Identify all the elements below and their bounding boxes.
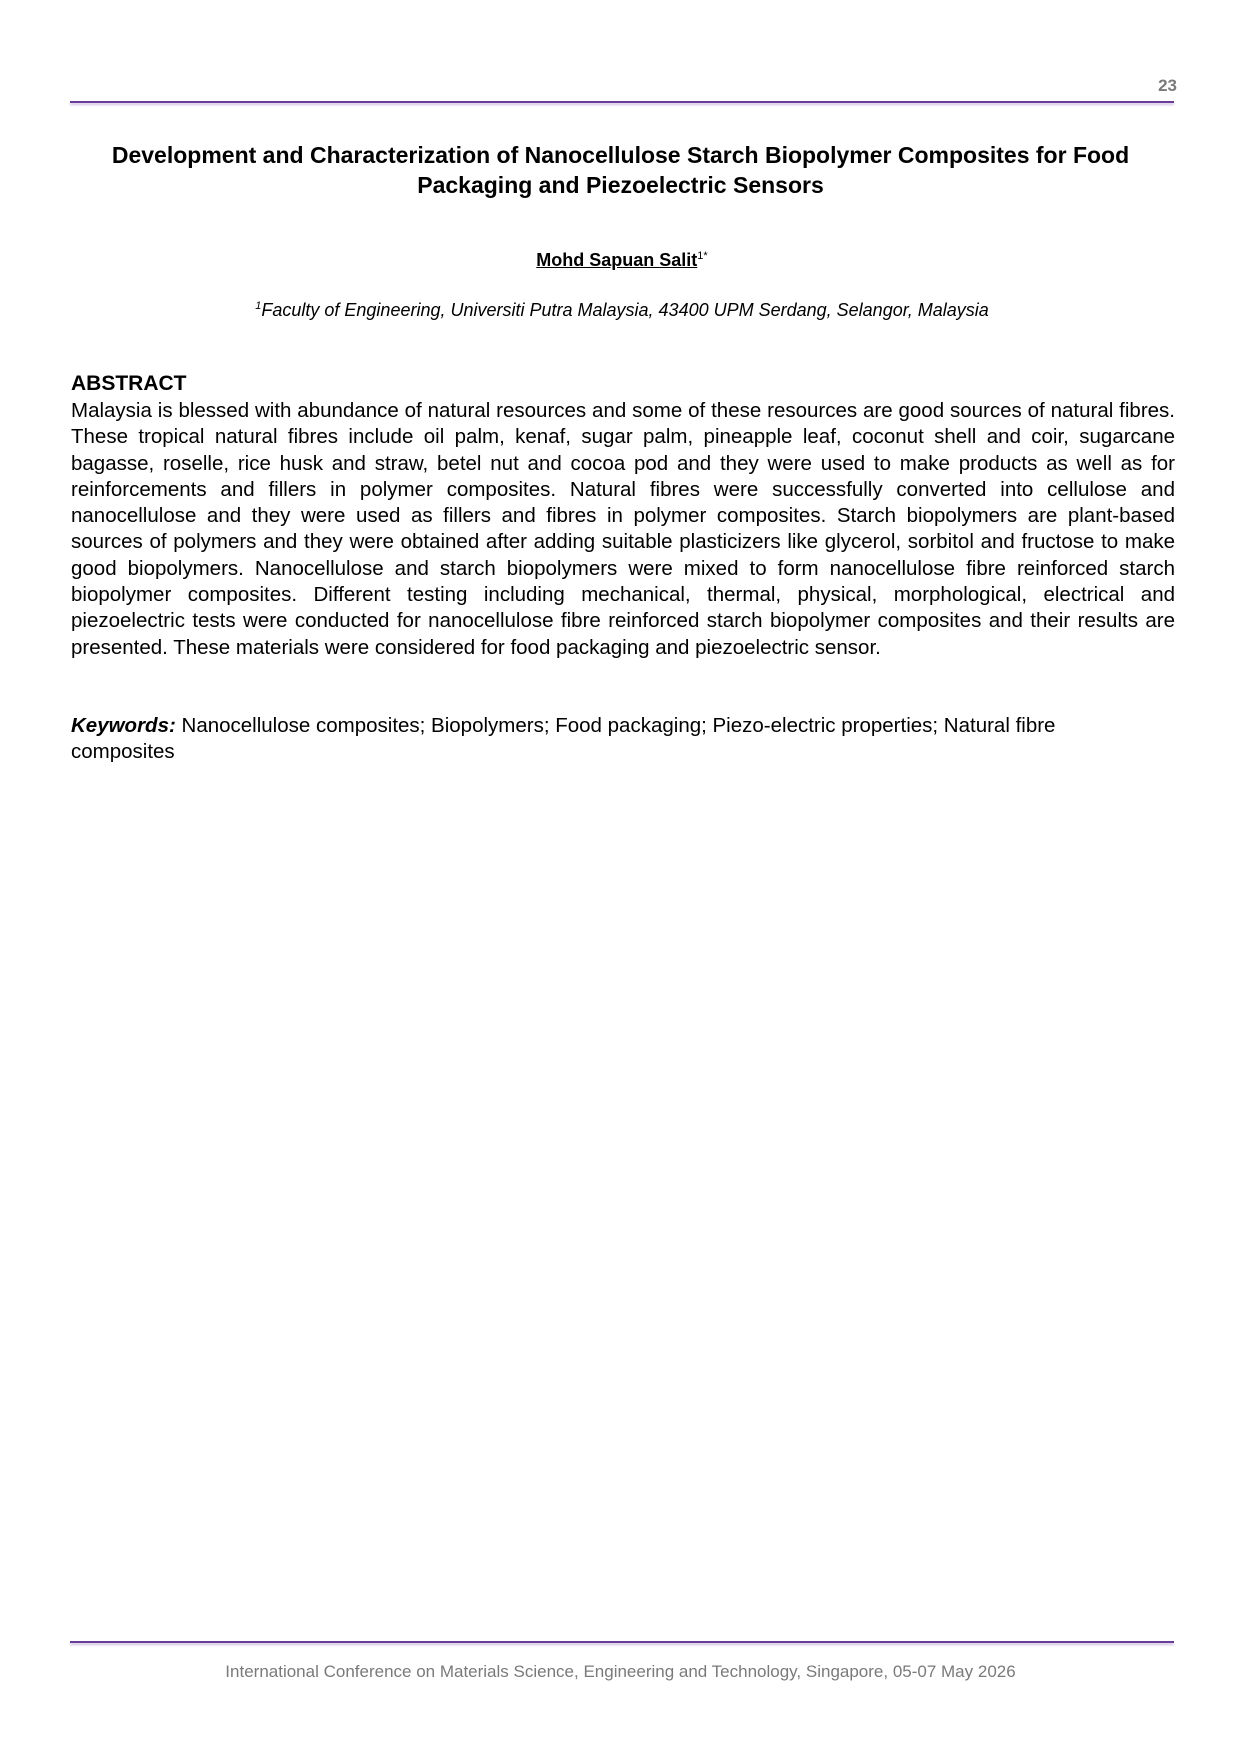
footer-text: International Conference on Materials Science, Engineering and Technology, Singapore, 05-07 May 2026 xyxy=(225,1662,1016,1681)
abstract-body: Malaysia is blessed with abundance of natural resources and some of these resources are good sources of natural fibres. These tropical natural fibres include oil palm, kenaf, sugar palm, pineapple leaf, coconut shell and coir, sugarcane bagasse, roselle, rice husk and straw, betel nut and cocoa pod and they were used to make products as well as for reinforcements and fillers in polymer composites. Natural fibres were successfully converted into cellulose and nanocellulose and they were used as fillers and fibres in polymer composites. Starch biopolymers are plant-based sources of polymers and they were obtained after adding suitable plasticizers like glycerol, sorbitol and fructose to make good biopolymers. Nanocellulose and starch biopolymers were mixed to form nanocellulose fibre reinforced starch biopolymer composites. Different testing including mechanical, thermal, physical, morphological, electrical and piezoelectric tests were conducted for nanocellulose fibre reinforced starch biopolymer composites and their results are presented. These materials were considered for food packaging and piezoelectric sensor. xyxy=(71,399,1175,659)
page-number: 23 xyxy=(1158,76,1177,95)
header-divider xyxy=(70,101,1174,103)
affiliation-line xyxy=(70,300,1174,321)
author-superscript: 1* xyxy=(697,250,708,262)
author-line xyxy=(70,250,1174,271)
author-name: Mohd Sapuan Salit xyxy=(536,250,698,270)
keywords-label: Keywords: xyxy=(71,714,176,737)
keywords-text: Nanocellulose composites; Biopolymers; Food packaging; Piezo-electric properties; Natural fibre composites xyxy=(71,714,1056,764)
footer-divider xyxy=(70,1641,1174,1643)
abstract-heading: ABSTRACT xyxy=(71,372,187,395)
affiliation-text: Faculty of Engineering, Universiti Putra Malaysia, 43400 UPM Serdang, Selangor, Malaysia xyxy=(261,300,989,320)
paper-title: Development and Characterization of Nanocellulose Starch Biopolymer Composites for Food Packaging and Piezoelectric Sensors xyxy=(111,142,1130,198)
keywords-line xyxy=(71,713,1151,766)
affiliation-superscript: 1 xyxy=(255,300,262,312)
